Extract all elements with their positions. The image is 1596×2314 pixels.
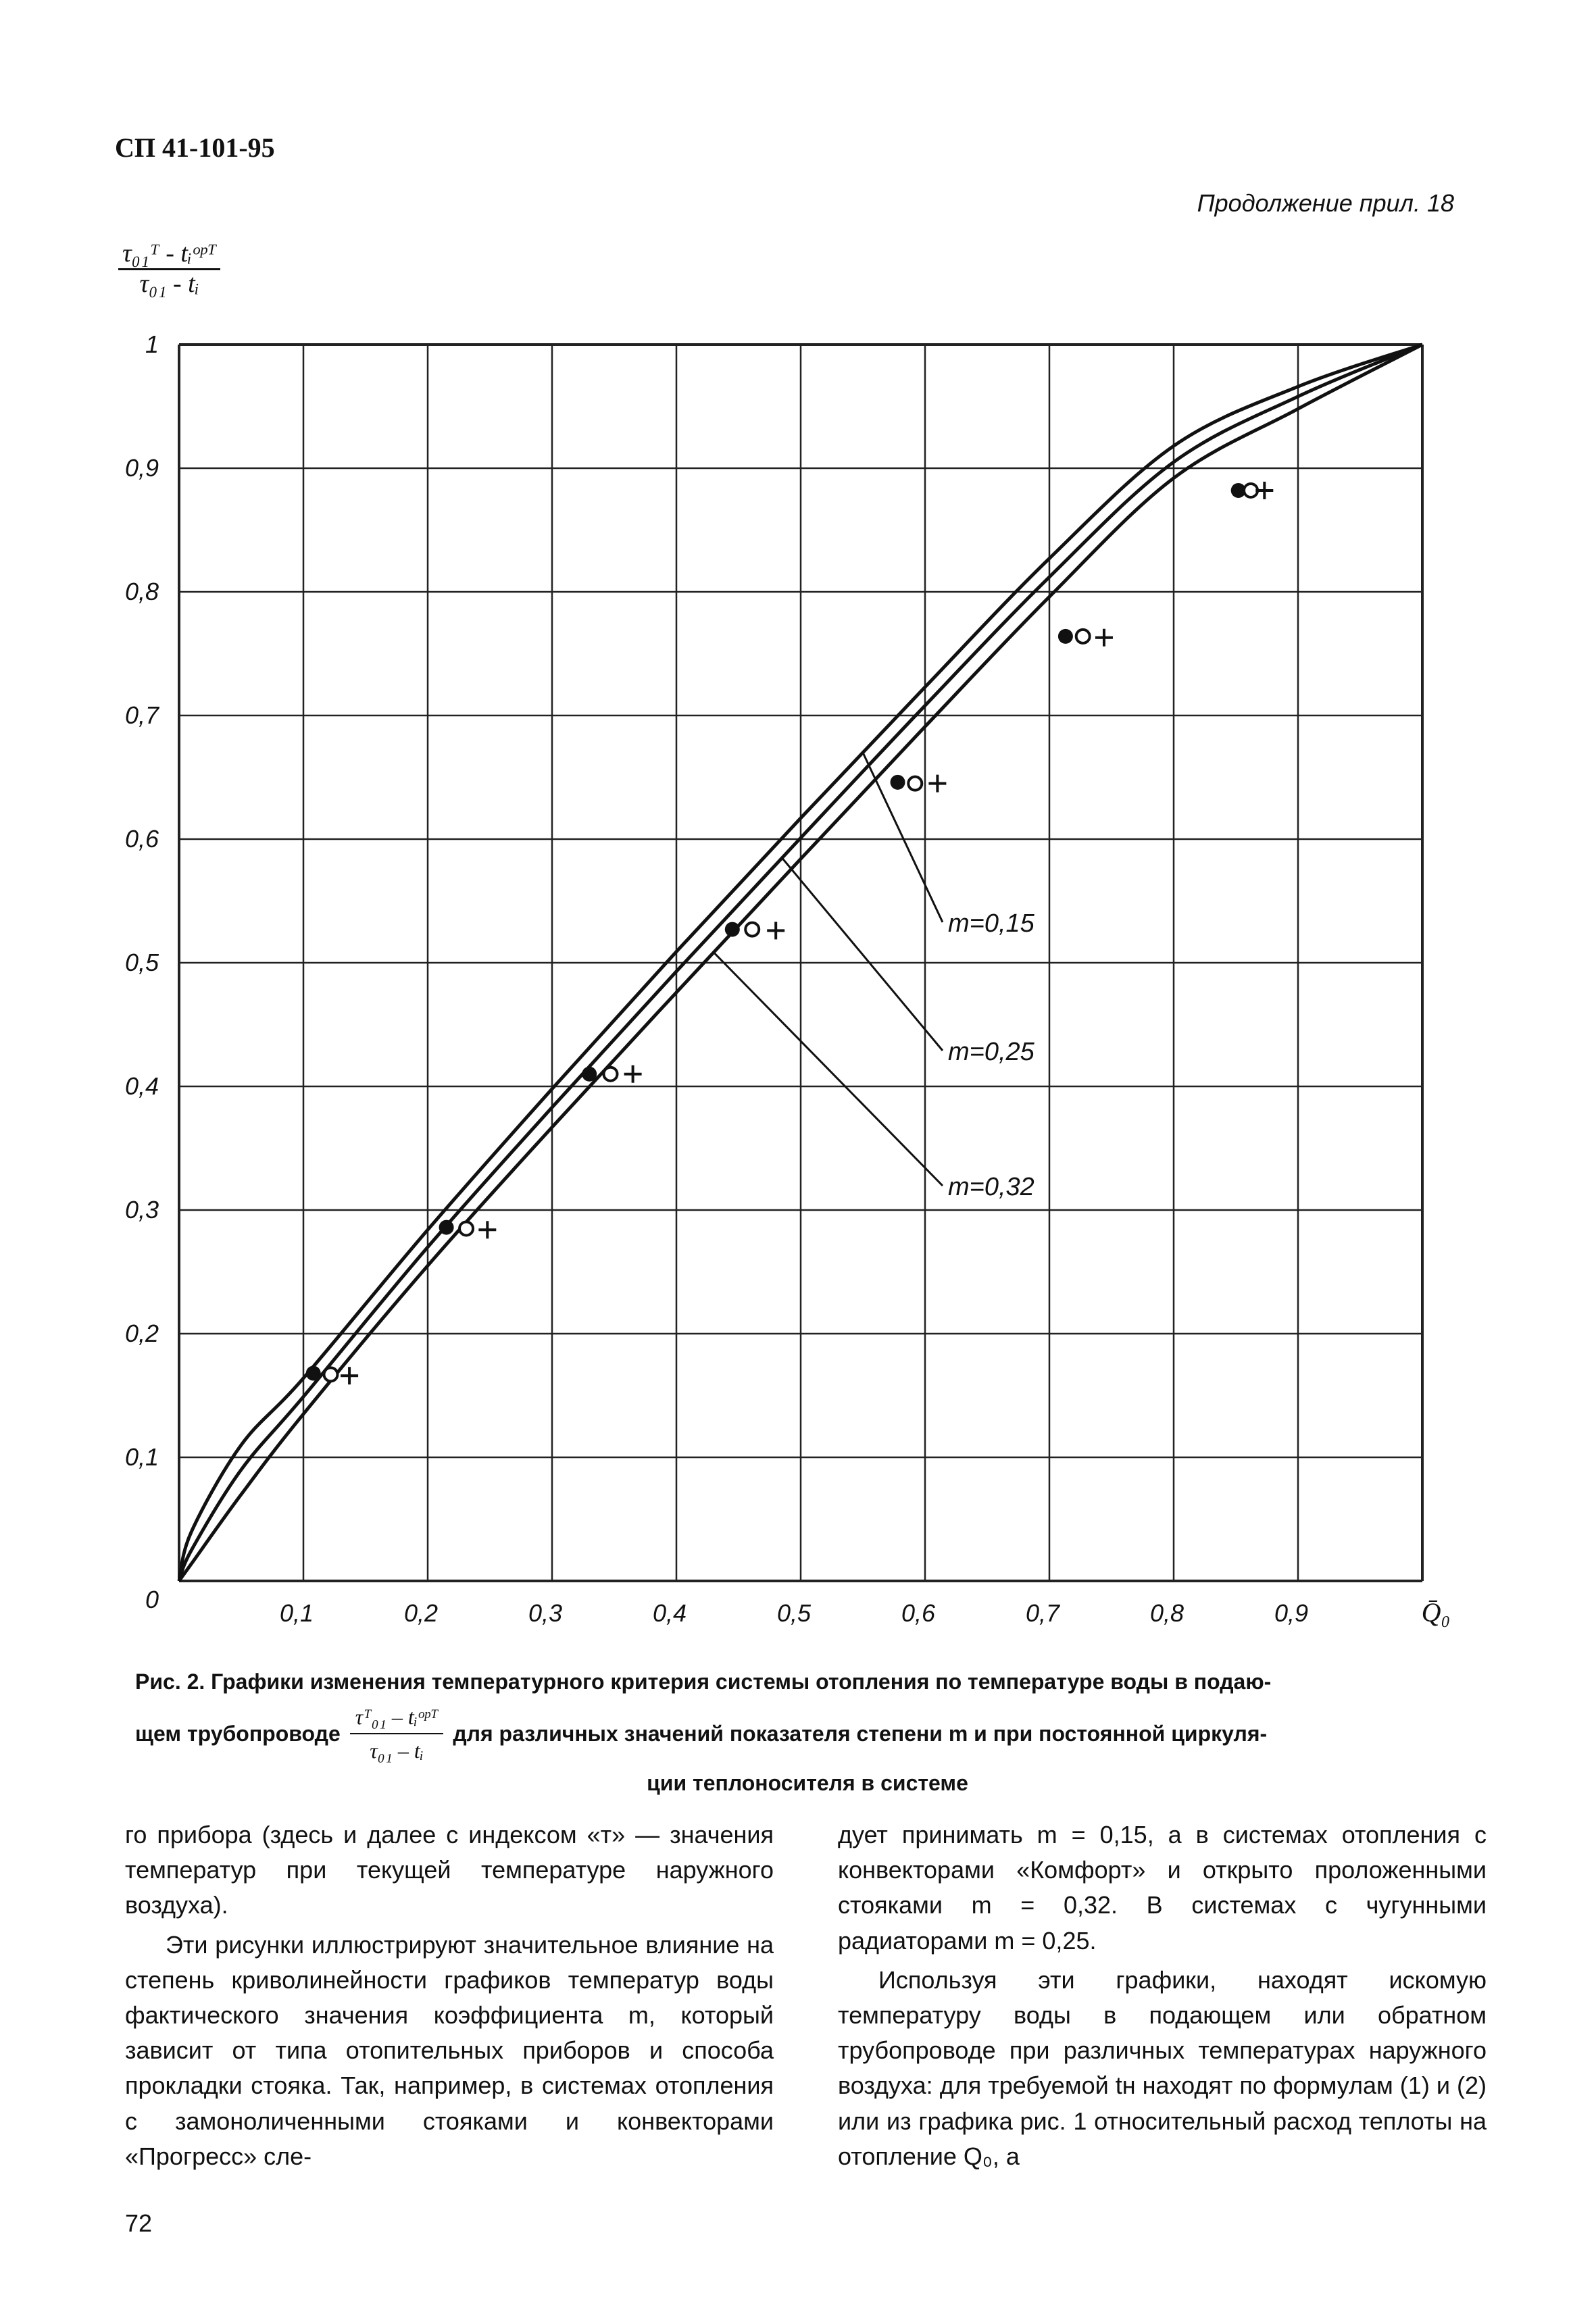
chart-annotations — [714, 753, 1034, 1201]
data-point-open — [324, 1367, 337, 1381]
y-tick-label: 0,6 — [124, 825, 159, 853]
data-point-plus — [767, 922, 784, 939]
caption-line-1: Рис. 2. Графики изменения температурного критерия системы отопления по температуре воды в подаю- — [135, 1669, 1272, 1694]
y-tick-label: 0,5 — [124, 949, 159, 976]
y-tick-label: 1 — [145, 330, 159, 358]
data-point-filled — [891, 775, 905, 790]
x-axis-label: Q̄₀ — [1421, 1597, 1451, 1628]
y-tick-label: 0,7 — [124, 701, 159, 729]
chart-grid — [179, 345, 1422, 1581]
x-tick-label: 0,9 — [1274, 1599, 1309, 1627]
body-paragraph: Эти рисунки иллюстрируют значительное влияние на степень криволинейности графиков температур воды фактического значения коэффициента m, который зависит от типа отопительных приборов и способа прокладки стояка. Так, например, в системах отопления с замоноличенными стояками и конвекторами «Прогресс» сле- — [125, 1930, 774, 2170]
data-point-open — [1076, 630, 1090, 643]
data-point-plus — [928, 775, 946, 793]
data-point-plus — [478, 1221, 496, 1238]
document-code: СП 41-101-95 — [115, 132, 275, 163]
data-point-open — [603, 1067, 617, 1081]
continuation-note: Продолжение прил. 18 — [1197, 189, 1454, 217]
x-tick-label: 0,3 — [528, 1599, 563, 1627]
x-tick-label: 0,1 — [279, 1599, 314, 1627]
body-column-left — [125, 1817, 774, 2178]
figure-caption — [135, 1665, 1480, 1799]
data-point-filled — [306, 1366, 321, 1381]
data-point-plus — [624, 1065, 642, 1083]
y-tick-label: 0,4 — [124, 1072, 159, 1100]
caption-formula — [350, 1701, 444, 1767]
x-tick-label: 0,7 — [1025, 1599, 1060, 1627]
x-tick-label: 0,8 — [1149, 1599, 1184, 1627]
y-tick-label: 0,8 — [124, 578, 159, 605]
caption-line-2-pre: щем трубопроводе — [135, 1721, 341, 1746]
y-axis-label-denominator: τ₀₁ - tᵢ — [118, 268, 220, 299]
x-tick-label: 0,5 — [776, 1599, 812, 1627]
body-paragraph: го прибора (здесь и далее с индексом «т» — значения температур при текущей температуре наружного воздуха). — [125, 1821, 774, 1919]
annotation-leader-line — [782, 858, 943, 1051]
body-paragraph: дует принимать m = 0,15, а в системах отопления с конвекторами «Комфорт» и открыто проложенными стояками m = 0,32. В системах с чугунными радиаторами m = 0,25. — [838, 1821, 1487, 1955]
data-point-filled — [725, 922, 740, 937]
page-number: 72 — [125, 2209, 153, 2237]
y-tick-label: 0 — [145, 1586, 159, 1613]
data-point-plus — [1255, 482, 1273, 499]
data-point-open — [908, 777, 922, 790]
data-point-filled — [582, 1067, 597, 1082]
annotation-label: m=0,15 — [948, 909, 1034, 938]
chart-markers — [306, 482, 1274, 1384]
body-column-right — [838, 1817, 1487, 2178]
y-axis-label-numerator: τ₀₁ᵀ - tᵢᵒᵖᵀ — [122, 239, 217, 268]
data-point-open — [459, 1222, 473, 1235]
data-point-plus — [341, 1367, 358, 1384]
data-point-plus — [1095, 629, 1113, 647]
caption-line-2 — [135, 1701, 1480, 1767]
chart-ticks — [125, 330, 1450, 1628]
x-tick-label: 0,6 — [901, 1599, 936, 1627]
x-tick-label: 0,2 — [403, 1599, 439, 1627]
annotation-label: m=0,25 — [948, 1038, 1034, 1066]
annotation-leader-line — [714, 953, 943, 1186]
annotation-label: m=0,32 — [948, 1173, 1034, 1201]
y-tick-label: 0,9 — [124, 454, 159, 482]
data-point-open — [745, 923, 759, 936]
data-point-open — [1244, 484, 1257, 497]
data-point-filled — [1058, 629, 1073, 644]
data-point-filled — [439, 1220, 454, 1235]
y-tick-label: 0,1 — [124, 1443, 159, 1471]
y-tick-label: 0,3 — [124, 1196, 159, 1224]
caption-formula-numerator: τᵀ₀₁ – tᵢᵒᵖᵀ — [350, 1701, 444, 1734]
x-tick-label: 0,4 — [652, 1599, 687, 1627]
caption-line-2-post: для различных значений показателя степени m и при постоянной циркуля- — [453, 1721, 1268, 1746]
body-paragraph: Используя эти графики, находят искомую температуру воды в подающем или обратном трубопроводе при различных температурах наружного воздуха: для требуемой tн находят по формулам (1) и (2) или из графика рис. 1 относительный расход теплоты на отопление Q₀, а — [838, 1965, 1487, 2170]
caption-formula-denominator: τ₀₁ – tᵢ — [370, 1738, 424, 1763]
y-tick-label: 0,2 — [124, 1319, 159, 1347]
caption-line-3: ции теплоносителя в системе — [647, 1771, 968, 1795]
